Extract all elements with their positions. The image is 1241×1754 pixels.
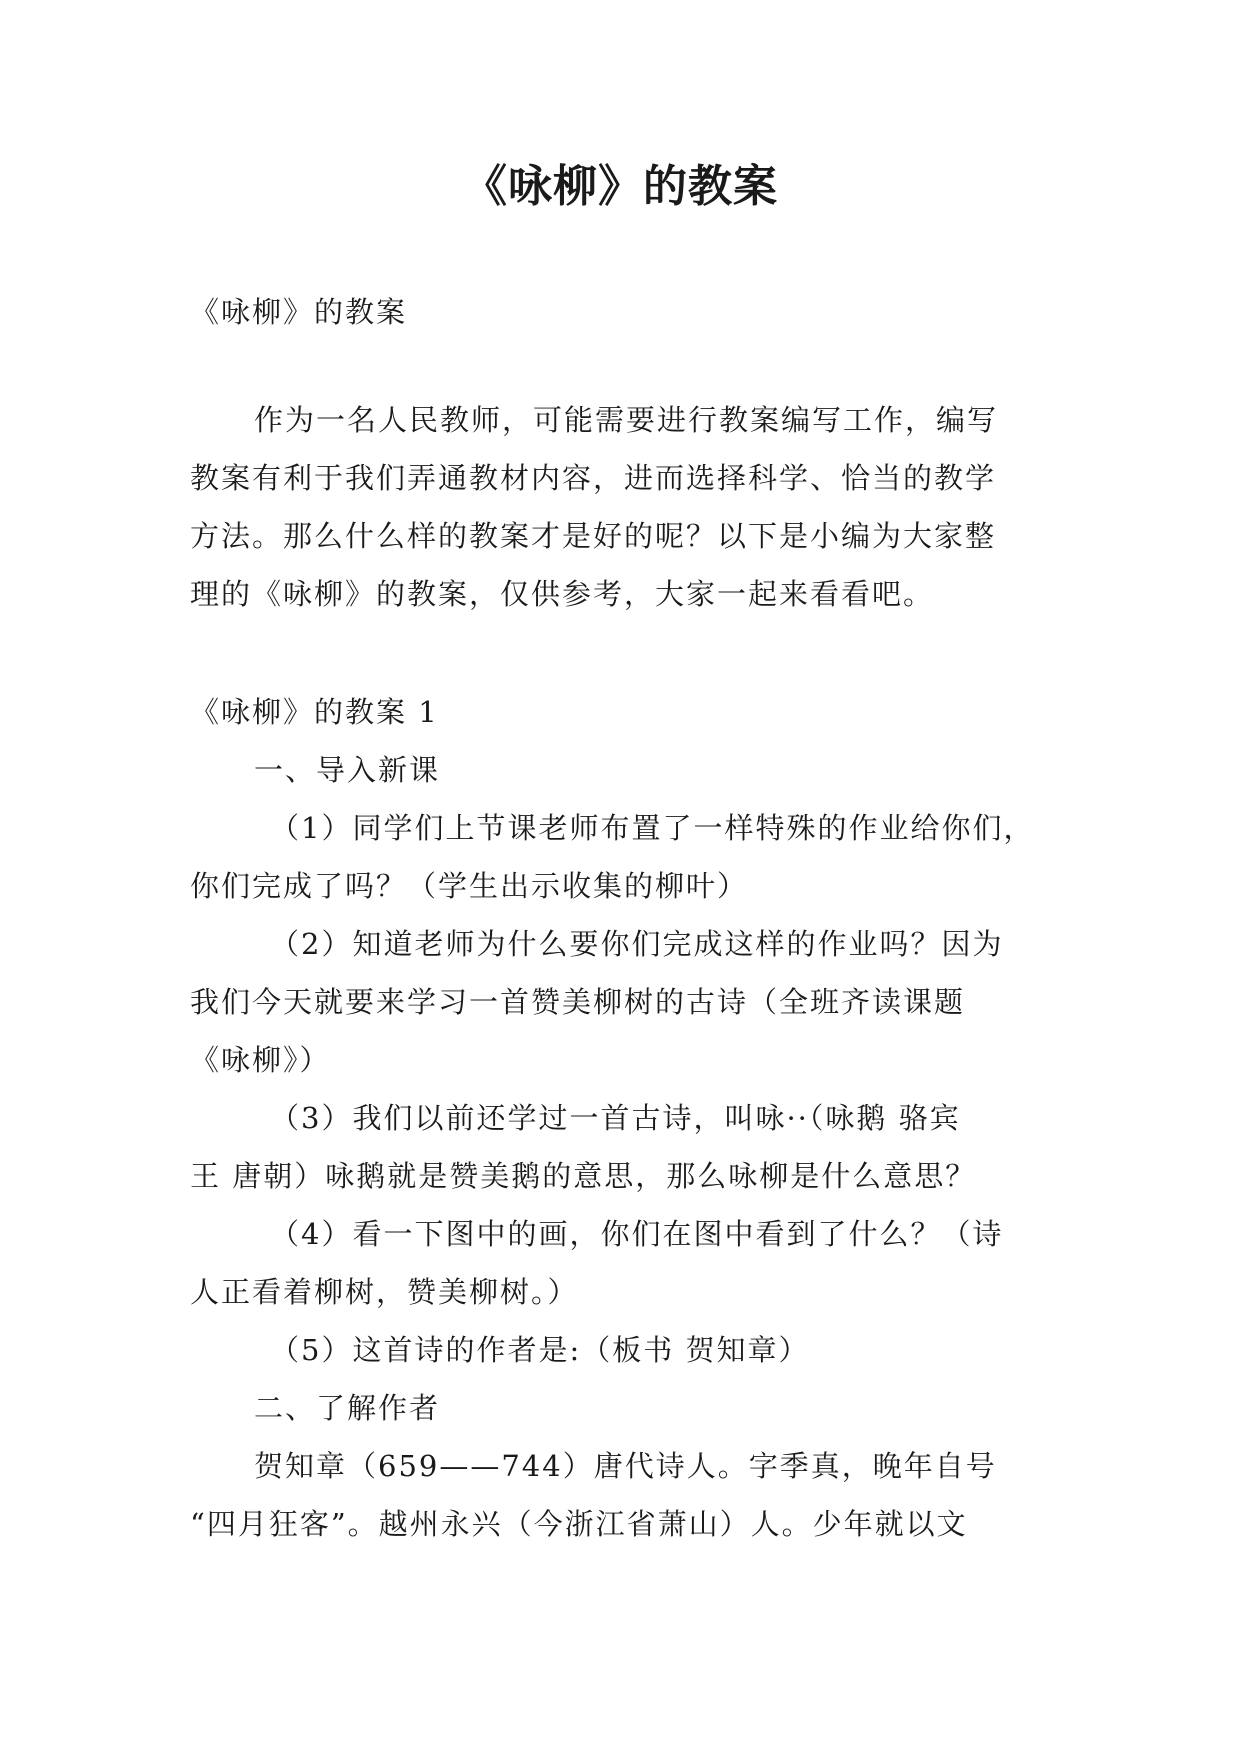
part-1-line-6: （3）我们以前还学过一首古诗，叫咏··（咏鹅 骆宾	[270, 1101, 961, 1135]
part-1-line-9: 人正看着柳树，赞美柳树。）	[190, 1275, 579, 1309]
section-1-title: 《咏柳》的教案 1	[190, 695, 439, 729]
document-title: 《咏柳》的教案	[463, 161, 778, 212]
part-1-line-5: 《咏柳》）	[190, 1043, 331, 1077]
intro-line-1: 作为一名人民教师，可能需要进行教案编写工作，编写	[254, 403, 999, 437]
intro-line-3: 方法。那么什么样的教案才是好的呢？以下是小编为大家整	[190, 519, 997, 553]
part-1-line-4: 我们今天就要来学习一首赞美柳树的古诗（全班齐读课题	[190, 985, 966, 1019]
part-1-line-10: （5）这首诗的作者是:（板书 贺知章）	[270, 1333, 810, 1367]
part-1-heading: 一、导入新课	[254, 753, 441, 787]
part-1-line-7: 王 唐朝）咏鹅就是赞美鹅的意思，那么咏柳是什么意思？	[190, 1159, 977, 1193]
part-1-line-1: （1）同学们上节课老师布置了一样特殊的作业给你们，	[270, 811, 1035, 845]
intro-line-2: 教案有利于我们弄通教材内容，进而选择科学、恰当的教学	[190, 461, 997, 495]
part-1-line-2: 你们完成了吗？（学生出示收集的柳叶）	[190, 869, 749, 903]
document-subtitle: 《咏柳》的教案	[190, 295, 408, 329]
part-1-line-8: （4）看一下图中的画，你们在图中看到了什么？（诗	[270, 1217, 1004, 1251]
part-2-line-2: “四月狂客”。越州永兴（今浙江省萧山）人。少年就以文	[190, 1507, 968, 1541]
intro-line-4: 理的《咏柳》的教案，仅供参考，大家一起来看看吧。	[190, 577, 935, 611]
part-2-heading: 二、了解作者	[254, 1391, 441, 1425]
part-2-line-1: 贺知章（659——744）唐代诗人。字季真，晚年自号	[254, 1449, 997, 1483]
part-1-line-3: （2）知道老师为什么要你们完成这样的作业吗？因为	[270, 927, 1004, 961]
